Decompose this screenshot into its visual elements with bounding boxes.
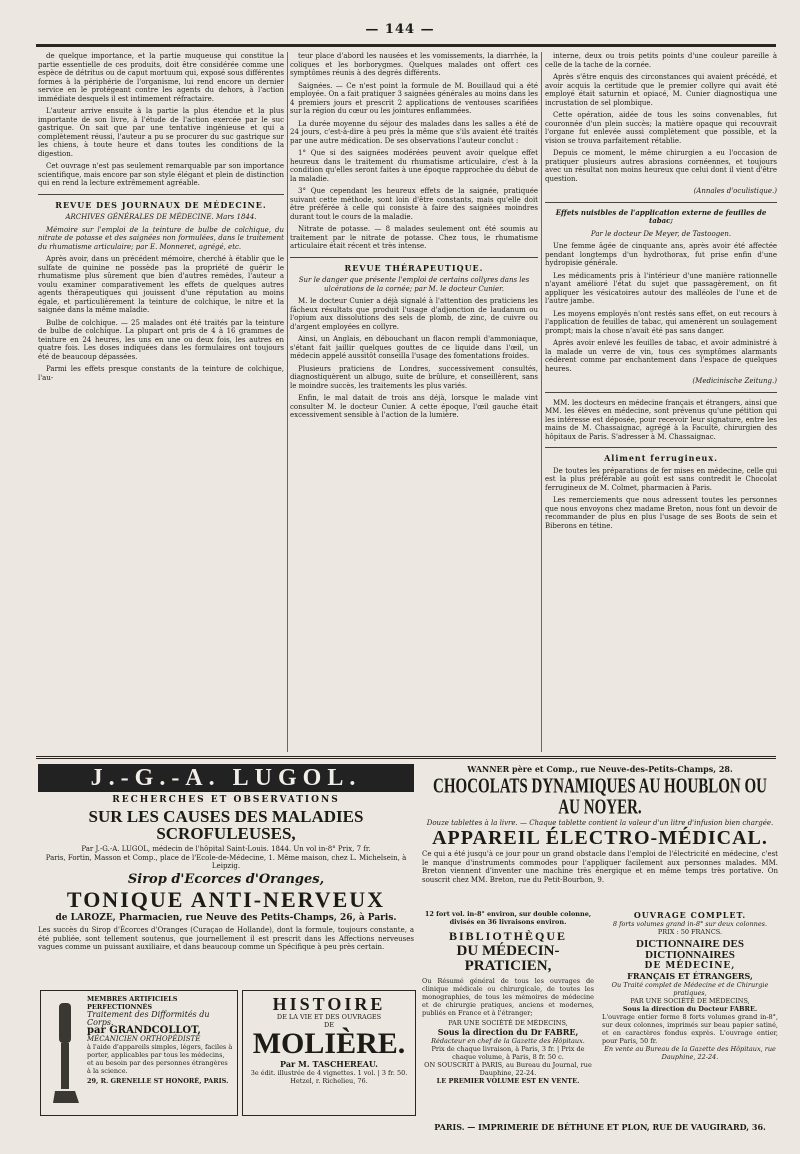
section-heading: Effets nuisibles de l'application externe de feuilles de tabac; — [555, 207, 767, 225]
section-heading: REVUE DES JOURNAUX DE MÉDECINE. — [55, 199, 267, 210]
ad-dict-director: Sous la direction du Docteur FABRE. — [622, 1005, 758, 1013]
ad-lugol — [38, 764, 414, 870]
paragraph: Ainsi, un Anglais, en débouchant un flacon rempli d'ammoniaque, s'étant fait jaillir quelques gouttes de ce liquide dans l'œil, un médecin appelé aussitôt conseilla l'usage des fomentations froides. — [290, 335, 538, 360]
paragraph: MM. les docteurs en médecine français et étrangers, ainsi que MM. les élèves en médecine, sont prévenus qu'une pétition qui les intéresse est déposée, pour recevoir leur signature, entre les mains de M. Chassaignac, agrégé à la Faculté, chirurgien des hôpitaux de Paris. S'adresser à M. Chassaignac. — [545, 398, 777, 441]
column-2 — [290, 52, 538, 752]
ad-dict-vols: 8 forts volumes grand in-8° sur deux colonnes. — [612, 920, 768, 928]
source-citation: (Medicinische Zeitung.) — [692, 377, 777, 385]
ad-grandcollot-title: MÉCANICIEN ORTHOPÉDISTE — [87, 1035, 201, 1043]
ad-biblio-title: BIBLIOTHÈQUE — [448, 929, 568, 943]
ad-chocolats — [422, 764, 778, 827]
section-rule — [290, 257, 538, 258]
paragraph: M. le docteur Cunier a déjà signalé à l'attention des praticiens les fâcheux résultats que produit l'usage d'adjonction de laudanum ou l'opium aux dissolutions des sels de plomb, de zinc, de cuivre ou d'argent employées en collyre. — [290, 297, 538, 331]
ad-chocolats-title: CHOCOLATS DYNAMIQUES AU HOUBLON OU AU NOYER. — [433, 775, 767, 819]
paragraph: 3° Que cependant les heureux effets de la saignée, pratiquée suivant cette méthode, sont loin d'être constants, mais qu'elle doit être préférée à celle qui consiste à faire des saignées moindres durant tout le cours de la maladie. — [290, 187, 538, 221]
paragraph: Cette opération, aidée de tous les soins convenables, fut couronnée d'un plein succès; la matière opaque qui recouvrait l'organe fut enlevée aussi complètement que possible, et la vision se trouva parfaitement rétablie. — [545, 111, 777, 145]
paragraph: Une femme âgée de cinquante ans, après avoir été affectée pendant longtemps d'un hydrothorax, fut prise enfin d'une hydropisie générale. — [545, 242, 777, 267]
section-subheading: Par le docteur De Meyer, de Tastoogen. — [590, 229, 732, 238]
ad-dict-l4: Ou Traité complet de Médecine et de Chirurgie pratiques, — [611, 981, 769, 997]
paragraph: Saignées. — Ce n'est point la formule de M. Bouillaud qui a été employée. On a fait pratiquer 3 saignées générales au moins dans les 4 premiers jours et prescrit 2 applications de ventouses scarifiées sur la région du cœur ou les jointures enflammées. — [290, 81, 538, 115]
section-heading: Aliment ferrugineux. — [604, 453, 718, 463]
ad-dict-address: En vente au Bureau de la Gazette des Hôpitaux, rue Dauphine, 22-24. — [604, 1045, 776, 1061]
ad-dict-l3: FRANÇAIS ET ÉTRANGERS, — [627, 971, 753, 981]
paragraph: De toutes les préparations de fer mises en médecine, celle qui est la plus préférable au goût est sans contredit le Chocolat ferrugineux de M. Colmet, pharmacien à Paris. — [545, 466, 777, 492]
ad-electro-text: Ce qui a été jusqu'à ce jour pour un grand obstacle dans l'emploi de l'électricité en médecine, c'est le manque d'instruments commodes pour l'appliquer facilement aux personnes malades. MM. Breton viennent d'inventer une machine très énergique et en même temps très portative. On souscrit chez MM. Breton, rue du Petit-Bourbon, 9. — [422, 850, 778, 884]
paragraph: Bulbe de colchique. — 25 malades ont été traités par la teinture de bulbe de colchique. La plupart ont pris de 4 à 16 grammes de teinture en 24 heures, les uns en une ou deux fois, les autres en quatre fois. Les doses indiquées dans les formulaires ont toujours été de beaucoup dépassées. — [38, 318, 284, 361]
paragraph: de quelque importance, et la partie muqueuse qui constitue la partie essentielle de ces produits, doit être considérée comme une espèce de détritus ou de caput mortuum qui, exposé sous différentes formes à la périphérie de l'organisme, lui rend encore un dernier service en le protégeant contre les agents du dehors, à l'action immédiate desquels il est intimement réfractaire. — [38, 52, 284, 103]
column-divider — [287, 52, 288, 752]
ad-biblio-headline: DU MÉDECIN-PRATICIEN, — [456, 943, 560, 974]
column-divider — [541, 52, 542, 752]
paragraph: Cet ouvrage n'est pas seulement remarquable par son importance scientifique, mais encore par son style élégant et plein de distinction qui en rend la lecture extrêmement agréable. — [38, 162, 284, 187]
paragraph: Après avoir enlevé les feuilles de tabac, et avoir administré à la malade un verre de vin, tous ces symptômes alarmants cédèrent comme par enchantement dans l'espace de quelques heures. — [545, 339, 777, 373]
page-number: — 144 — — [365, 22, 435, 37]
ad-sirop-text: Les succès du Sirop d'Écorces d'Oranges (Curaçao de Hollande), dont la formule, toujours constante, a été publiée, sont tellement soutenus, que journellement il est prescrit dans les Affections nerveuses vagues comme un puissant auxiliaire, et dans beaucoup comme un Spécifique à peu près certain. — [38, 926, 414, 951]
ad-dictionnaire — [602, 910, 778, 1116]
ad-biblio-note: LE PREMIER VOLUME EST EN VENTE. — [436, 1077, 580, 1085]
ad-lugol-title: J.-G.-A. LUGOL. — [38, 764, 414, 792]
ad-biblio-director: Sous la direction du Dr FABRE, — [437, 1027, 579, 1037]
ad-lugol-subtitle: RECHERCHES ET OBSERVATIONS — [112, 795, 340, 805]
ad-biblio-top: 12 fort vol. in-8° environ, sur double colonne, divisés en 36 livraisons environ. — [424, 910, 592, 926]
ad-biblio-text: Ou Résumé général de tous les ouvrages de clinique médicale ou chirurgicale, de toutes les monographies, de tous les mémoires de médecine et de chirurgie pratiques, anciens et modernes, publiés en France et à l'étranger; — [422, 977, 594, 1017]
ad-sirop-headline: TONIQUE ANTI-NERVEUX — [66, 887, 386, 912]
paragraph: Nitrate de potasse. — 8 malades seulement ont été soumis au traitement par le nitrate de potasse. Chez tous, le rhumatisme articulaire était récent et très intense. — [290, 225, 538, 250]
ad-grandcollot-address: 29, R. GRENELLE ST HONORÉ, PARIS. — [87, 1077, 229, 1085]
ad-grandcollot-header: MEMBRES ARTIFICIELS PERFECTIONNÉS — [87, 995, 178, 1011]
ad-dict-by: PAR UNE SOCIÉTÉ DE MÉDECINS, — [630, 997, 750, 1005]
paragraph: Depuis ce moment, le même chirurgien a eu l'occasion de pratiquer plusieurs autres abrasions cornéennes, et toujours avec un résultat non moins heureux que celui dont il vient d'être question. — [545, 149, 777, 183]
paragraph: Plusieurs praticiens de Londres, successivement consultés, diagnostiquèrent un albugo, suite de brûlure, et conseillèrent, sans le moindre succès, les traitements les plus variés. — [290, 364, 538, 390]
section-heading: REVUE THÉRAPEUTIQUE. — [344, 262, 484, 273]
section-rule — [545, 447, 777, 448]
ad-lugol-publisher: Paris, Fortin, Masson et Comp., place de l'Ecole-de-Médecine, 1. Même maison, chez L. Michelsein, à Leipzig. — [45, 853, 407, 870]
ad-moliere-l3: DE — [324, 1021, 334, 1029]
paragraph: Après s'être enquis des circonstances qui avaient précédé, et avoir acquis la certitude que le premier collyre qui avait été employé était saturnin et opiacé, M. Cunier diagnostiqua une incrustation de sel plombique. — [545, 73, 777, 107]
ad-sirop-title: Sirop d'Ecorces d'Oranges, — [127, 872, 325, 887]
printer-imprint: PARIS. — IMPRIMERIE DE BÉTHUNE ET PLON, RUE DE VAUGIRARD, 36. — [434, 1122, 766, 1132]
ad-lugol-headline: SUR LES CAUSES DES MALADIES SCROFULEUSES, — [88, 807, 364, 843]
column-1 — [38, 52, 284, 752]
ad-biblio-director-title: Rédacteur en chef de la Gazette des Hôpitaux. — [431, 1037, 585, 1045]
article-title: Mémoire sur l'emploi de la teinture de bulbe de colchique, du nitrate de potasse et des saignées non formulées, dans le traitement du rhumatisme articulaire; par E. Monneret, agrégé, etc. — [38, 225, 284, 251]
ad-sirop — [38, 872, 414, 982]
ad-moliere-author: Par M. TASCHEREAU. — [280, 1059, 378, 1069]
section-rule — [38, 194, 284, 195]
ad-moliere-edition: 3e édit. illustrée de 4 vignettes. 1 vol. | 3 fr. 50. Hetzel, r. Richelieu, 76. — [250, 1069, 408, 1085]
top-rule — [36, 44, 776, 47]
artificial-leg-illustration — [45, 999, 85, 1109]
paragraph: Parmi les effets presque constants de la teinture de colchique, l'au- — [38, 365, 284, 382]
ad-electro-title: APPAREIL ÉLECTRO-MÉDICAL. — [432, 827, 768, 849]
paragraph: Les médicaments pris à l'intérieur d'une manière rationnelle n'ayant amélioré l'état du sujet que passagèrement, on fit appliquer les vésicatoires autour des malléoles de l'une et de l'autre jambe. — [545, 271, 777, 305]
ad-lugol-author: Par J.-G.-A. LUGOL, médecin de l'hôpital Saint-Louis. 1844. Un vol in-8° Prix, 7 fr. — [81, 845, 371, 853]
paragraph: Après avoir, dans un précédent mémoire, cherché à établir que le sulfate de quinine ne possède pas la propriété de guérir le rhumatisme plus sûrement que bien d'autres remèdes, l'auteur a voulu examiner comparativement les effets de quelques autres agents thérapeutiques qui jouissent d'une réputation au moins égale, et particulièrement la teinture de colchique, le nitre et la saignée dans la même maladie. — [38, 255, 284, 314]
ad-sirop-maker: de LAROZE, Pharmacien, rue Neuve des Petits-Champs, 26, à Paris. — [55, 913, 397, 923]
ad-grandcollot-name: par GRANDCOLLOT, — [87, 1025, 201, 1036]
paragraph: 1° Que si des saignées modérées peuvent avoir quelque effet heureux dans le traitement du rhumatisme articulaire, c'est à la condition qu'elles seront faites à une époque rapprochée du début de la maladie. — [290, 149, 538, 183]
ads-divider — [36, 756, 776, 759]
ad-biblio-by: PAR UNE SOCIÉTÉ DE MÉDECINS, — [448, 1019, 568, 1027]
ad-moliere-l1: HISTOIRE — [272, 994, 386, 1014]
ad-dict-price: PRIX : 50 FRANCS. — [657, 928, 723, 936]
source-citation: (Annales d'oculistique.) — [693, 187, 777, 195]
ad-bibliotheque — [422, 910, 594, 1116]
ad-moliere — [242, 990, 416, 1116]
section-subheading: ARCHIVES GÉNÉRALES DE MÉDECINE. Mars 1844. — [65, 213, 257, 221]
ad-grandcollot — [40, 990, 238, 1116]
ad-grandcollot-text: à l'aide d'appareils simples, légers, faciles à porter, applicables par tous les médecins, et au besoin par des personnes étrangères à la science. — [87, 1043, 233, 1075]
ad-electro — [422, 828, 778, 902]
paragraph: L'auteur arrive ensuite à la partie la plus étendue et la plus importante de son livre, à l'étude de l'action exercée par le suc gastrique. On sait que par une tentative ingénieuse et qui a complètement réussi, l'auteur a pu se procurer du suc gastrique sur les chiens, à toute heure et dans toutes les conditions de la digestion. — [38, 107, 284, 158]
paragraph: teur place d'abord les nausées et les vomissements, la diarrhée, la coliques et les borborygmes. Quelques malades ont offert ces symptômes réunis à des degrés différents. — [290, 52, 538, 77]
ad-biblio-address: ON SOUSCRIT à PARIS, au Bureau du Journal, rue Dauphine, 22-24. — [424, 1061, 592, 1077]
ad-chocolats-maker: WANNER père et Comp., rue Neuve-des-Petits-Champs, 28. — [467, 764, 733, 774]
section-rule — [545, 392, 777, 393]
ad-dict-l2: DE MÉDECINE, — [644, 961, 736, 971]
ad-grandcollot-line1: Traitement des Difformités du Corps. — [87, 1010, 210, 1027]
ad-dict-headline: DICTIONNAIRE DES DICTIONNAIRES — [636, 938, 744, 961]
column-3 — [545, 52, 777, 752]
paragraph: Les remerciements que nous adressent toutes les personnes que nous envoyons chez madame Breton, nous font un devoir de recommander de plus en plus l'usage de ses Boots de sein et Biberons en tétine. — [545, 496, 777, 530]
ad-moliere-title: MOLIÈRE. — [252, 1027, 406, 1060]
paragraph: La durée moyenne du séjour des malades dans les salles a été de 24 jours, c'est-à-dire à peu près la même que s'ils avaient été traités par une autre médication. De ses observations l'auteur conclut : — [290, 119, 538, 145]
ad-moliere-l2: DE LA VIE ET DES OUVRAGES — [276, 1013, 382, 1021]
ad-chocolats-sub: Douze tablettes à la livre. — Chaque tablette contient la valeur d'un litre d'infusion bien chargée. — [426, 819, 774, 827]
section-subheading: Sur le danger que présente l'emploi de certains collyres dans les ulcérations de la cornée; par M. le docteur Cunier. — [298, 276, 530, 293]
paragraph: Les moyens employés n'ont restés sans effet, on eut recours à l'application de feuilles de tabac, qui amenèrent un soulagement prompt; mais la chose n'avait été pas sans danger. — [545, 309, 777, 335]
ad-dict-top: OUVRAGE COMPLET. — [633, 910, 747, 920]
paragraph: Enfin, le mal datait de trois ans déjà, lorsque le malade vint consulter M. le docteur Cunier. A cette époque, l'œil gauche était excessivement sensible à l'action de la lumière. — [290, 394, 538, 419]
section-rule — [545, 202, 777, 203]
ad-dict-text: L'ouvrage entier forme 8 forts volumes grand in-8°, sur deux colonnes, imprimés sur beau papier satiné, et en caractères fondus exprès. L'ouvrage entier, pour Paris, 50 fr. — [602, 1013, 778, 1045]
ad-biblio-price: Prix de chaque livraison, à Paris, 3 fr. | Prix de chaque volume, à Paris, 8 fr. 50 c. — [431, 1045, 585, 1061]
paragraph: interne, deux ou trois petits points d'une couleur pareille à celle de la tache de la cornée. — [545, 52, 777, 69]
